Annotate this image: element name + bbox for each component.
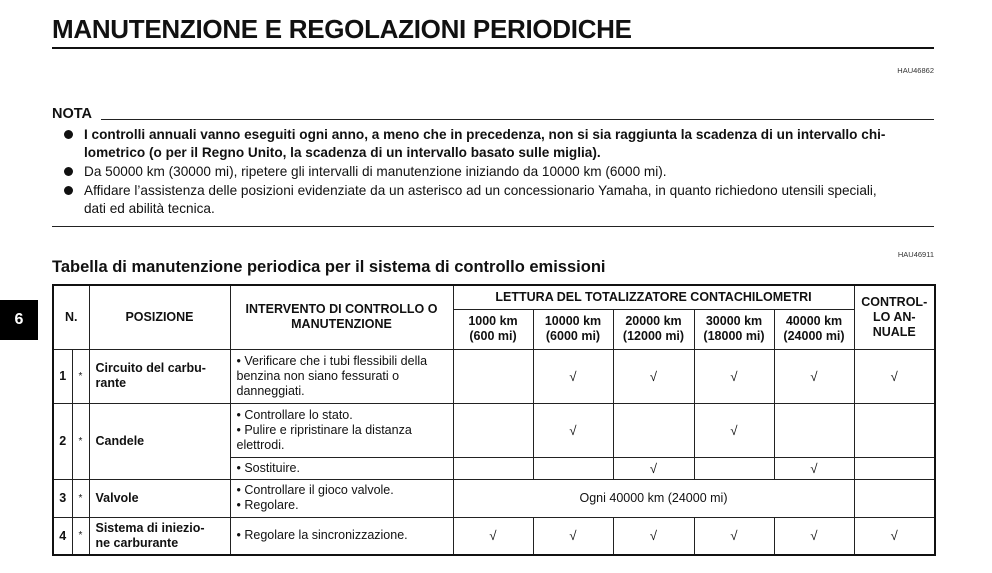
header-km: 20000 km (12000 mi) [613, 309, 694, 349]
row-position: Circuito del carbu- rante [89, 349, 230, 403]
nota-list [62, 126, 936, 219]
header-km: 1000 km (600 mi) [453, 309, 533, 349]
row-action: • Verificare che i tubi flessibili della benzina non siano fessurati o danneggiati. [230, 349, 453, 403]
check-mark: √ [694, 349, 774, 403]
asterisk-mark: * [72, 403, 89, 479]
section-code: HAU46911 [897, 250, 934, 259]
table-title: Tabella di manutenzione periodica per il sistema di controllo emissioni [52, 258, 606, 276]
row-number: 3 [53, 479, 72, 517]
check-mark: √ [774, 349, 854, 403]
check-mark: √ [854, 349, 935, 403]
nota-item: Affidare l’assistenza delle posizioni evidenziate da un asterisco ad un concessionario Yamaha, in quanto richiedono utensili speciali, dati ed abilità tecnica. [62, 182, 936, 218]
row-position: Valvole [89, 479, 230, 517]
header-km: 40000 km (24000 mi) [774, 309, 854, 349]
row-action: • Sostituire. [230, 457, 453, 479]
empty-cell [533, 457, 613, 479]
empty-cell [854, 457, 935, 479]
page-title: MANUTENZIONE E REGOLAZIONI PERIODICHE [52, 14, 632, 44]
bullet-icon [64, 130, 73, 139]
header-lettura: LETTURA DEL TOTALIZZATORE CONTACHILOMETRI [453, 285, 854, 309]
check-mark: √ [774, 517, 854, 555]
check-mark: √ [533, 349, 613, 403]
empty-cell [694, 457, 774, 479]
row-number: 2 [53, 403, 72, 479]
check-mark: √ [694, 403, 774, 457]
asterisk-mark: * [72, 517, 89, 555]
title-rule [52, 47, 934, 49]
empty-cell [774, 403, 854, 457]
empty-cell [453, 403, 533, 457]
row-action: • Regolare la sincronizzazione. [230, 517, 453, 555]
nota-bottom-rule [52, 226, 934, 227]
check-mark: √ [533, 517, 613, 555]
empty-cell [854, 479, 935, 517]
header-controllo-annuale: CONTROL- LO AN- NUALE [854, 285, 935, 349]
check-mark: √ [854, 517, 935, 555]
row-position: Candele [89, 403, 230, 479]
table-row [53, 349, 935, 403]
check-mark: √ [613, 457, 694, 479]
row-action: • Controllare il gioco valvole. • Regolare. [230, 479, 453, 517]
header-intervento: INTERVENTO DI CONTROLLO O MANUTENZIONE [230, 285, 453, 349]
table-row [53, 479, 935, 517]
table-row [53, 517, 935, 555]
row-action: • Controllare lo stato. • Pulire e ripristinare la distanza elettrodi. [230, 403, 453, 457]
row-position: Sistema di iniezio- ne carburante [89, 517, 230, 555]
empty-cell [854, 403, 935, 457]
header-km: 30000 km (18000 mi) [694, 309, 774, 349]
header-posizione: POSIZIONE [89, 285, 230, 349]
maintenance-table [52, 284, 936, 556]
nota-item: I controlli annuali vanno eseguiti ogni anno, a meno che in precedenza, non si sia raggiunta la scadenza di un intervallo chi- lometrico (o per il Regno Unito, la scadenza di un intervallo basato sulle miglia). [62, 126, 936, 162]
check-mark: √ [694, 517, 774, 555]
nota-item: Da 50000 km (30000 mi), ripetere gli intervalli di manutenzione iniziando da 10000 km (6000 mi). [62, 163, 936, 181]
check-mark: √ [774, 457, 854, 479]
bullet-icon [64, 167, 73, 176]
asterisk-mark: * [72, 349, 89, 403]
section-code: HAU46862 [897, 66, 934, 75]
check-mark: √ [613, 517, 694, 555]
bullet-icon [64, 186, 73, 195]
empty-cell [613, 403, 694, 457]
empty-cell [453, 349, 533, 403]
asterisk-mark: * [72, 479, 89, 517]
header-km: 10000 km (6000 mi) [533, 309, 613, 349]
chapter-tab: 6 [0, 300, 38, 340]
check-mark: √ [453, 517, 533, 555]
row-number: 1 [53, 349, 72, 403]
table-row [53, 403, 935, 457]
row-number: 4 [53, 517, 72, 555]
nota-heading: NOTA [52, 106, 93, 122]
empty-cell [453, 457, 533, 479]
header-n: N. [53, 285, 89, 349]
interval-note: Ogni 40000 km (24000 mi) [453, 479, 854, 517]
check-mark: √ [533, 403, 613, 457]
nota-rule [101, 119, 934, 120]
check-mark: √ [613, 349, 694, 403]
